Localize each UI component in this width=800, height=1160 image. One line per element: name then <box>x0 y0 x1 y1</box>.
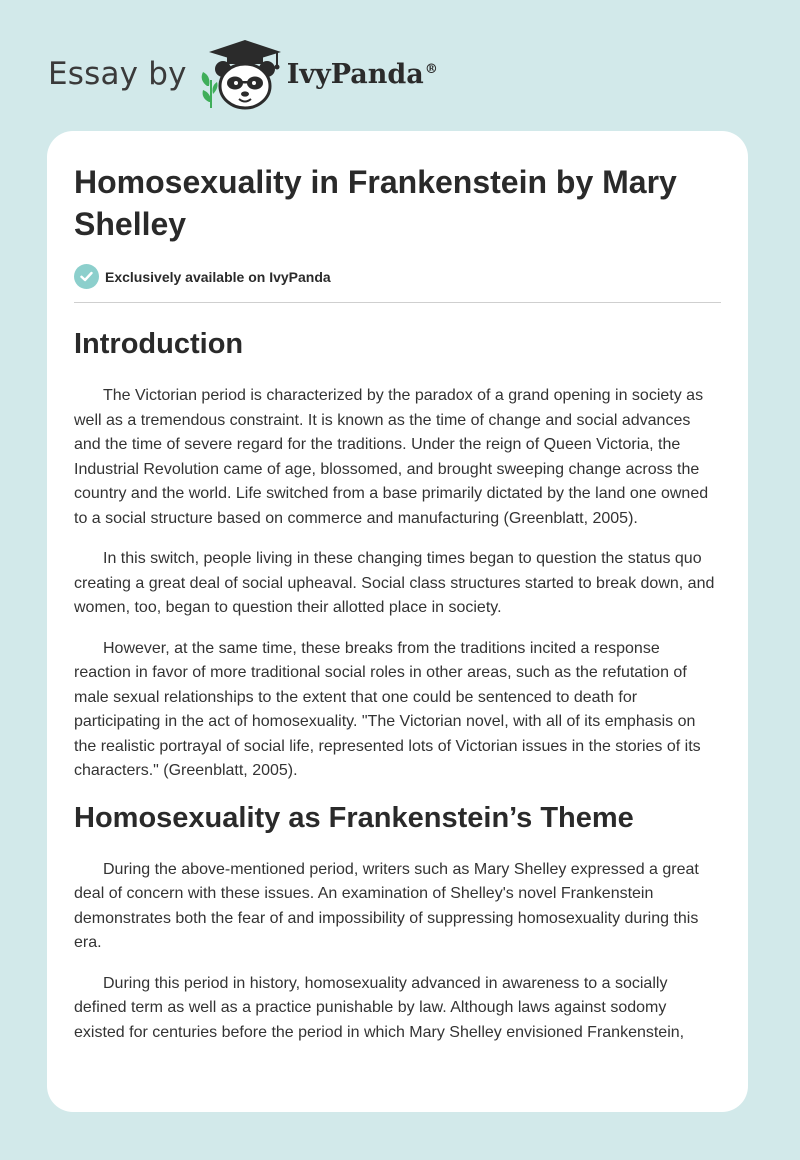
paragraph: During the above-mentioned period, writers such as Mary Shelley expressed a great deal of concern with these issues. An examination of Shelley's novel Frankenstein demonstrates both the fear of and impossibility of suppressing homosexuality during this era. <box>74 860 699 951</box>
essay-by-label: Essay by <box>48 56 187 92</box>
paragraph: In this switch, people living in these changing times began to question the status quo creating a great deal of social upheaval. Social class structures started to break down, and women, too, began to question their allotted place in society. <box>74 550 715 616</box>
paragraph: The Victorian period is characterized by the paradox of a grand opening in society as well as a tremendous constraint. It is known as the time of change and social advances and the time of severe regard for the traditions. Under the reign of Queen Victoria, the Industrial Revolution came of age, blossomed, and brought sweeping change across the country and the world. Life switched from a base primarily dictated by the land one owned to a social structure based on commerce and manufacturing (Greenblatt, 2005). <box>74 387 709 527</box>
site-header <box>48 34 438 114</box>
ivypanda-logo[interactable] <box>197 36 438 112</box>
exclusive-badge-text: Exclusively available on IvyPanda <box>105 268 331 285</box>
essay-title: Homosexuality in Frankenstein by Mary Shelley <box>74 164 677 242</box>
registered-mark: ® <box>424 61 438 77</box>
title-divider <box>74 302 721 303</box>
section-heading-theme: Homosexuality as Frankenstein’s Theme <box>74 801 634 834</box>
exclusive-badge <box>74 264 721 289</box>
section-heading-introduction: Introduction <box>74 328 244 360</box>
brand-name-text: IvyPanda <box>286 58 424 90</box>
paragraph: During this period in history, homosexuality advanced in awareness to a socially defined term as well as a practice punishable by law. Although laws against sodomy existed for centuries before the period in which Mary Shelley envisioned Frankenstein, <box>74 974 685 1041</box>
check-icon <box>74 264 99 289</box>
panda-graduate-icon <box>197 36 293 112</box>
brand-name <box>287 59 438 90</box>
essay-card <box>47 131 748 1112</box>
paragraph: However, at the same time, these breaks from the traditions incited a response reaction in favor of more traditional social roles in other areas, such as the refutation of male sexual relationships to the extent that one could be sentenced to death for participating in the act of homosexuality. "The Victorian novel, with all of its emphasis on the realistic portrayal of social life, represented lots of Victorian issues in the stories of its characters." (Greenblatt, 2005). <box>74 639 701 779</box>
